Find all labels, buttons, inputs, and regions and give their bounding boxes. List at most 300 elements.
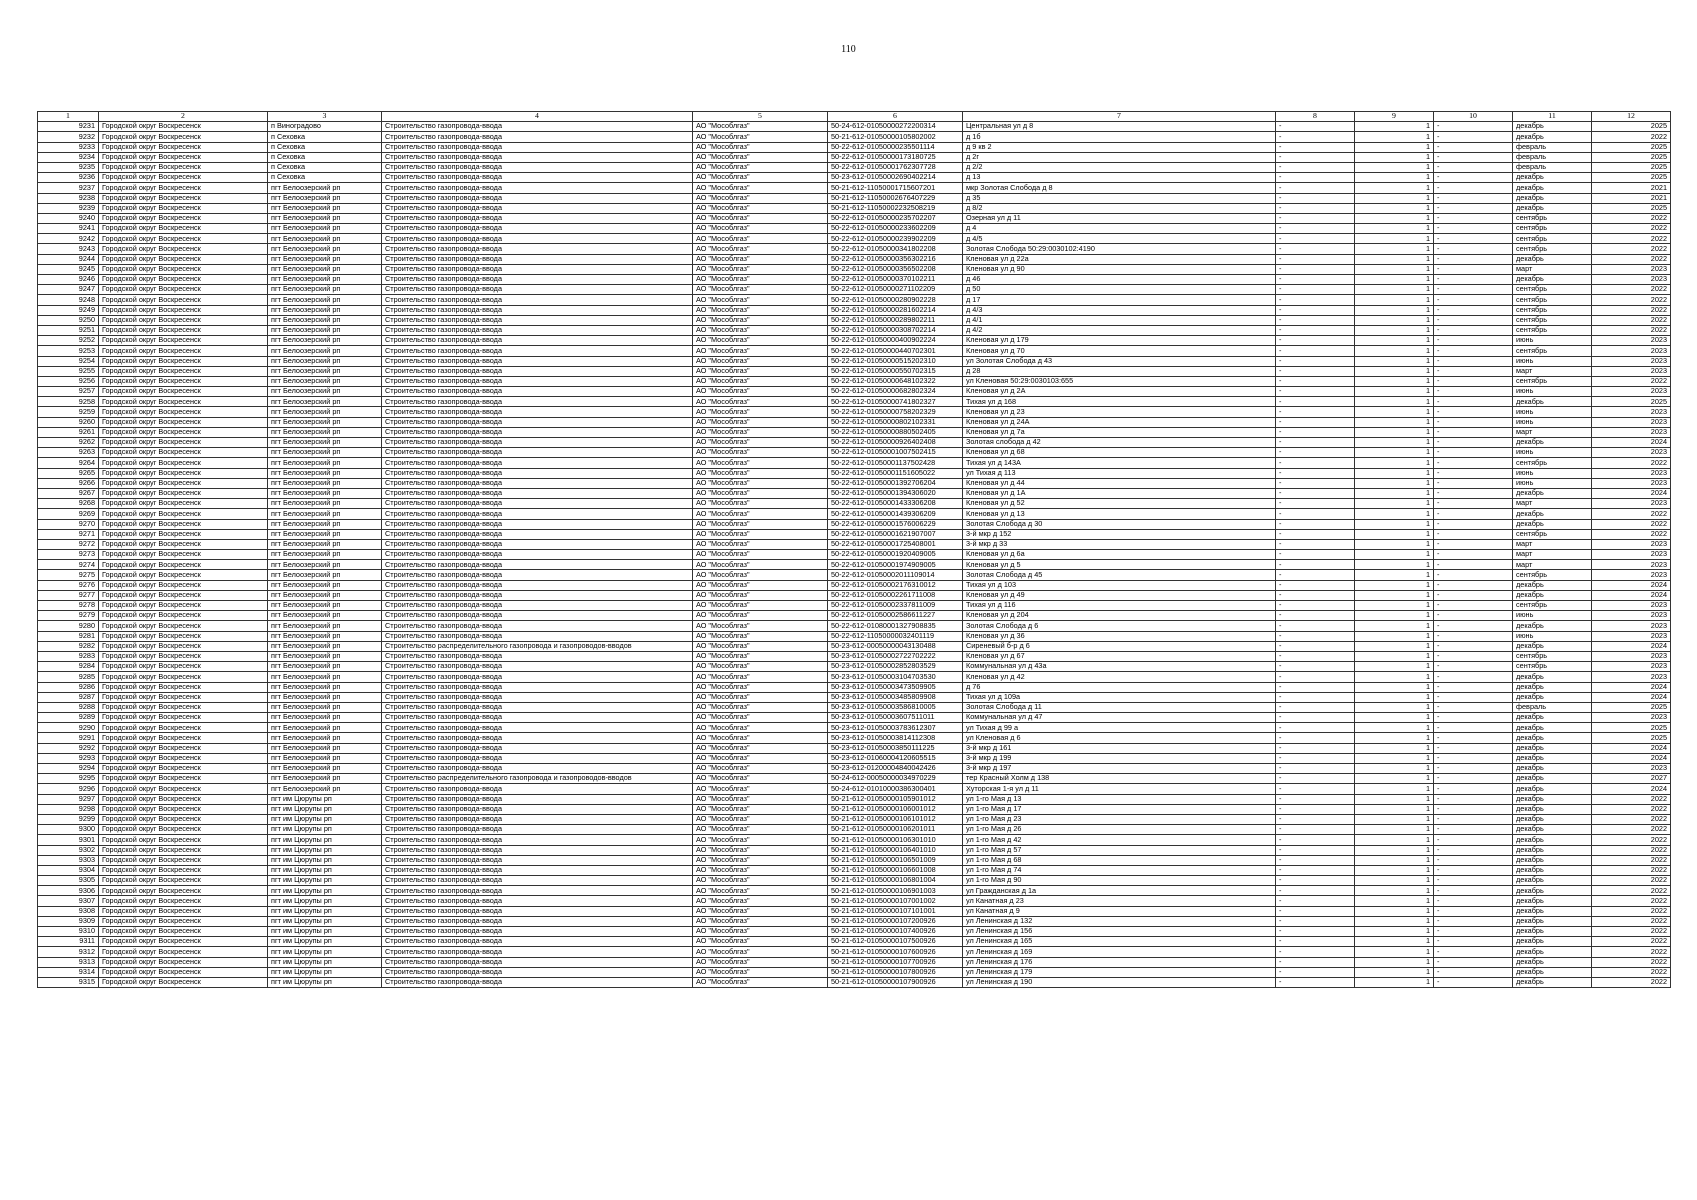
cell-work-type: Строительство газопровода-ввода [382, 672, 693, 682]
cell-col-8: - [1276, 876, 1355, 886]
cell-work-type: Строительство газопровода-ввода [382, 356, 693, 366]
cell-col-10: - [1434, 590, 1513, 600]
cell-year: 2022 [1592, 305, 1671, 315]
cell-row-number: 9271 [38, 529, 99, 539]
cell-settlement: пгт Белоозерский рп [268, 468, 382, 478]
cell-municipality: Городской округ Воскресенск [99, 641, 268, 651]
cell-work-type: Строительство газопровода-ввода [382, 458, 693, 468]
cell-year: 2022 [1592, 855, 1671, 865]
cell-address: д 4/3 [963, 305, 1276, 315]
cell-row-number: 9305 [38, 876, 99, 886]
cell-settlement: пгт Белоозерский рп [268, 376, 382, 386]
cell-municipality: Городской округ Воскресенск [99, 173, 268, 183]
cell-col-9: 1 [1355, 387, 1434, 397]
cell-settlement: пгт Белоозерский рп [268, 723, 382, 733]
cell-work-type: Строительство газопровода-ввода [382, 152, 693, 162]
gas-works-register-table [37, 111, 1671, 988]
cell-address: Кленовая ул д 6а [963, 550, 1276, 560]
cell-col-9: 1 [1355, 855, 1434, 865]
cell-application-number: 50-21-612-01050000105901012 [828, 794, 963, 804]
cell-col-10: - [1434, 488, 1513, 498]
cell-application-number: 50-23-612-01200004840042426 [828, 764, 963, 774]
table-row [38, 590, 1671, 600]
cell-address: Золотая Слобода д 6 [963, 621, 1276, 631]
cell-application-number: 50-22-612-01050000239902209 [828, 234, 963, 244]
cell-application-number: 50-22-612-01050000682802324 [828, 387, 963, 397]
cell-application-number: 50-22-612-01050000648102322 [828, 376, 963, 386]
cell-year: 2023 [1592, 448, 1671, 458]
cell-col-9: 1 [1355, 509, 1434, 519]
cell-col-10: - [1434, 967, 1513, 977]
cell-address: Кленовая ул д 5 [963, 560, 1276, 570]
cell-application-number: 50-22-612-01050000308702214 [828, 325, 963, 335]
cell-row-number: 9231 [38, 122, 99, 132]
cell-municipality: Городской округ Воскресенск [99, 325, 268, 335]
column-header: 3 [268, 112, 382, 122]
cell-month: декабрь [1513, 906, 1592, 916]
cell-col-9: 1 [1355, 499, 1434, 509]
cell-work-type: Строительство газопровода-ввода [382, 183, 693, 193]
cell-address: д 2г [963, 152, 1276, 162]
cell-municipality: Городской округ Воскресенск [99, 397, 268, 407]
cell-work-type: Строительство газопровода-ввода [382, 529, 693, 539]
cell-organization: АО "Мособлгаз" [693, 641, 828, 651]
cell-col-8: - [1276, 234, 1355, 244]
cell-organization: АО "Мособлгаз" [693, 183, 828, 193]
cell-application-number: 50-22-612-01050000356302216 [828, 254, 963, 264]
cell-application-number: 50-21-612-01050000105802002 [828, 132, 963, 142]
cell-settlement: пгт Белоозерский рп [268, 295, 382, 305]
cell-address: д 28 [963, 366, 1276, 376]
cell-application-number: 50-22-612-01050001974909005 [828, 560, 963, 570]
cell-col-10: - [1434, 957, 1513, 967]
cell-settlement: пгт Белоозерский рп [268, 550, 382, 560]
cell-col-8: - [1276, 529, 1355, 539]
cell-col-9: 1 [1355, 193, 1434, 203]
cell-work-type: Строительство распределительного газопровода и газопроводов-вводов [382, 774, 693, 784]
cell-address: Кленовая ул д 179 [963, 336, 1276, 346]
cell-month: декабрь [1513, 876, 1592, 886]
table-row [38, 325, 1671, 335]
cell-col-10: - [1434, 876, 1513, 886]
cell-work-type: Строительство газопровода-ввода [382, 173, 693, 183]
cell-col-10: - [1434, 814, 1513, 824]
cell-row-number: 9310 [38, 927, 99, 937]
cell-col-9: 1 [1355, 651, 1434, 661]
table-row [38, 927, 1671, 937]
cell-application-number: 50-22-612-01050000235501114 [828, 142, 963, 152]
cell-municipality: Городской округ Воскресенск [99, 876, 268, 886]
cell-address: Коммунальная ул д 47 [963, 713, 1276, 723]
cell-row-number: 9241 [38, 224, 99, 234]
cell-row-number: 9283 [38, 651, 99, 661]
cell-row-number: 9254 [38, 356, 99, 366]
table-row [38, 315, 1671, 325]
cell-col-8: - [1276, 152, 1355, 162]
cell-settlement: пгт Белоозерский рп [268, 346, 382, 356]
cell-organization: АО "Мособлгаз" [693, 896, 828, 906]
cell-month: март [1513, 560, 1592, 570]
cell-row-number: 9288 [38, 702, 99, 712]
cell-col-10: - [1434, 560, 1513, 570]
cell-row-number: 9242 [38, 234, 99, 244]
cell-work-type: Строительство газопровода-ввода [382, 539, 693, 549]
cell-work-type: Строительство газопровода-ввода [382, 977, 693, 987]
cell-row-number: 9274 [38, 560, 99, 570]
cell-address: ул Тихая д 113 [963, 468, 1276, 478]
cell-month: сентябрь [1513, 325, 1592, 335]
cell-address: Кленовая ул д 42 [963, 672, 1276, 682]
cell-settlement: пгт Белоозерский рп [268, 519, 382, 529]
cell-application-number: 50-22-612-01050001007502415 [828, 448, 963, 458]
cell-municipality: Городской округ Воскресенск [99, 590, 268, 600]
cell-year: 2022 [1592, 835, 1671, 845]
cell-month: сентябрь [1513, 346, 1592, 356]
cell-month: декабрь [1513, 590, 1592, 600]
cell-col-9: 1 [1355, 662, 1434, 672]
cell-year: 2023 [1592, 560, 1671, 570]
cell-col-9: 1 [1355, 713, 1434, 723]
cell-col-8: - [1276, 784, 1355, 794]
cell-work-type: Строительство газопровода-ввода [382, 417, 693, 427]
cell-col-8: - [1276, 733, 1355, 743]
cell-col-9: 1 [1355, 794, 1434, 804]
cell-organization: АО "Мособлгаз" [693, 967, 828, 977]
cell-organization: АО "Мособлгаз" [693, 876, 828, 886]
cell-address: 3-й мкр д 33 [963, 539, 1276, 549]
cell-application-number: 50-22-612-01050000289802211 [828, 315, 963, 325]
cell-year: 2025 [1592, 173, 1671, 183]
cell-year: 2023 [1592, 264, 1671, 274]
cell-address: 3-й мкр д 197 [963, 764, 1276, 774]
cell-col-9: 1 [1355, 590, 1434, 600]
cell-col-8: - [1276, 336, 1355, 346]
cell-municipality: Городской округ Воскресенск [99, 356, 268, 366]
cell-col-8: - [1276, 580, 1355, 590]
cell-work-type: Строительство газопровода-ввода [382, 162, 693, 172]
cell-settlement: пгт Белоозерский рп [268, 570, 382, 580]
cell-row-number: 9294 [38, 764, 99, 774]
cell-settlement: пгт Белоозерский рп [268, 753, 382, 763]
cell-col-10: - [1434, 376, 1513, 386]
cell-organization: АО "Мособлгаз" [693, 957, 828, 967]
cell-settlement: пгт им Цюрупы рп [268, 886, 382, 896]
cell-application-number: 50-21-612-01050000107001002 [828, 896, 963, 906]
cell-application-number: 50-22-612-01050001725408001 [828, 539, 963, 549]
cell-municipality: Городской округ Воскресенск [99, 855, 268, 865]
cell-address: Кленовая ул д 90 [963, 264, 1276, 274]
cell-month: сентябрь [1513, 376, 1592, 386]
cell-application-number: 50-21-612-01050000106301010 [828, 835, 963, 845]
cell-year: 2024 [1592, 692, 1671, 702]
cell-col-10: - [1434, 570, 1513, 580]
cell-address: ул Ленинская д 132 [963, 916, 1276, 926]
cell-application-number: 50-22-612-01050000280902228 [828, 295, 963, 305]
cell-work-type: Строительство газопровода-ввода [382, 743, 693, 753]
cell-year: 2023 [1592, 713, 1671, 723]
cell-settlement: пгт Белоозерский рп [268, 264, 382, 274]
cell-col-10: - [1434, 295, 1513, 305]
cell-work-type: Строительство газопровода-ввода [382, 427, 693, 437]
cell-organization: АО "Мособлгаз" [693, 244, 828, 254]
cell-application-number: 50-22-612-01050000341802208 [828, 244, 963, 254]
cell-address: мкр Золотая Слобода д 8 [963, 183, 1276, 193]
cell-application-number: 50-22-612-01050000926402408 [828, 438, 963, 448]
cell-address: д 13 [963, 173, 1276, 183]
cell-col-10: - [1434, 264, 1513, 274]
cell-application-number: 50-22-612-01080001327908835 [828, 621, 963, 631]
cell-year: 2023 [1592, 387, 1671, 397]
cell-month: декабрь [1513, 764, 1592, 774]
cell-col-9: 1 [1355, 376, 1434, 386]
cell-work-type: Строительство газопровода-ввода [382, 570, 693, 580]
cell-col-9: 1 [1355, 529, 1434, 539]
cell-col-8: - [1276, 621, 1355, 631]
cell-application-number: 50-23-612-01050003473509905 [828, 682, 963, 692]
cell-work-type: Строительство газопровода-ввода [382, 285, 693, 295]
cell-month: декабрь [1513, 723, 1592, 733]
cell-application-number: 50-23-612-01050003586810005 [828, 702, 963, 712]
cell-row-number: 9302 [38, 845, 99, 855]
table-row [38, 275, 1671, 285]
table-row [38, 896, 1671, 906]
cell-row-number: 9256 [38, 376, 99, 386]
cell-organization: АО "Мособлгаз" [693, 346, 828, 356]
cell-col-10: - [1434, 702, 1513, 712]
cell-col-10: - [1434, 427, 1513, 437]
cell-organization: АО "Мособлгаз" [693, 427, 828, 437]
cell-organization: АО "Мособлгаз" [693, 753, 828, 763]
cell-col-8: - [1276, 448, 1355, 458]
cell-application-number: 50-22-612-01050001433306208 [828, 499, 963, 509]
cell-month: февраль [1513, 162, 1592, 172]
cell-application-number: 50-22-612-01050001576006229 [828, 519, 963, 529]
cell-month: декабрь [1513, 927, 1592, 937]
cell-address: д 4/2 [963, 325, 1276, 335]
cell-application-number: 50-21-612-11050002676407229 [828, 193, 963, 203]
cell-col-10: - [1434, 325, 1513, 335]
cell-month: сентябрь [1513, 213, 1592, 223]
cell-row-number: 9247 [38, 285, 99, 295]
cell-address: Кленовая ул д 13 [963, 509, 1276, 519]
cell-municipality: Городской округ Воскресенск [99, 692, 268, 702]
cell-col-9: 1 [1355, 336, 1434, 346]
cell-application-number: 50-21-612-01050000107500926 [828, 937, 963, 947]
cell-settlement: пгт им Цюрупы рп [268, 916, 382, 926]
cell-organization: АО "Мособлгаз" [693, 488, 828, 498]
cell-work-type: Строительство газопровода-ввода [382, 896, 693, 906]
cell-application-number: 50-22-612-01050001920409005 [828, 550, 963, 560]
cell-address: ул Ленинская д 190 [963, 977, 1276, 987]
cell-row-number: 9266 [38, 478, 99, 488]
cell-work-type: Строительство газопровода-ввода [382, 193, 693, 203]
cell-col-9: 1 [1355, 132, 1434, 142]
cell-municipality: Городской округ Воскресенск [99, 478, 268, 488]
cell-month: декабрь [1513, 845, 1592, 855]
cell-col-9: 1 [1355, 641, 1434, 651]
cell-row-number: 9301 [38, 835, 99, 845]
cell-year: 2022 [1592, 244, 1671, 254]
cell-year: 2024 [1592, 784, 1671, 794]
cell-organization: АО "Мособлгаз" [693, 774, 828, 784]
cell-col-8: - [1276, 825, 1355, 835]
cell-address: Центральная ул д 8 [963, 122, 1276, 132]
cell-application-number: 50-21-612-01050000106001012 [828, 804, 963, 814]
cell-municipality: Городской округ Воскресенск [99, 213, 268, 223]
cell-col-10: - [1434, 356, 1513, 366]
cell-col-10: - [1434, 682, 1513, 692]
cell-row-number: 9260 [38, 417, 99, 427]
cell-col-8: - [1276, 264, 1355, 274]
cell-col-10: - [1434, 519, 1513, 529]
table-row [38, 804, 1671, 814]
cell-row-number: 9287 [38, 692, 99, 702]
cell-municipality: Городской округ Воскресенск [99, 529, 268, 539]
cell-month: декабрь [1513, 641, 1592, 651]
cell-year: 2021 [1592, 183, 1671, 193]
cell-col-10: - [1434, 641, 1513, 651]
cell-row-number: 9237 [38, 183, 99, 193]
cell-address: ул Кленовая 50:29:0030103:655 [963, 376, 1276, 386]
cell-row-number: 9279 [38, 611, 99, 621]
cell-col-8: - [1276, 244, 1355, 254]
cell-application-number: 50-22-612-01050000356502208 [828, 264, 963, 274]
cell-settlement: пгт им Цюрупы рп [268, 845, 382, 855]
cell-month: декабрь [1513, 713, 1592, 723]
cell-organization: АО "Мособлгаз" [693, 621, 828, 631]
cell-col-10: - [1434, 213, 1513, 223]
table-row [38, 662, 1671, 672]
cell-month: декабрь [1513, 886, 1592, 896]
cell-col-8: - [1276, 672, 1355, 682]
cell-month: декабрь [1513, 488, 1592, 498]
cell-work-type: Строительство газопровода-ввода [382, 947, 693, 957]
cell-work-type: Строительство газопровода-ввода [382, 937, 693, 947]
cell-col-8: - [1276, 203, 1355, 213]
cell-year: 2023 [1592, 499, 1671, 509]
cell-address: ул 1-го Мая д 42 [963, 835, 1276, 845]
cell-application-number: 50-22-612-01050002337811009 [828, 601, 963, 611]
cell-year: 2023 [1592, 662, 1671, 672]
cell-settlement: пгт Белоозерский рп [268, 621, 382, 631]
cell-month: декабрь [1513, 804, 1592, 814]
cell-municipality: Городской округ Воскресенск [99, 764, 268, 774]
cell-address: Кленовая ул д 204 [963, 611, 1276, 621]
cell-year: 2022 [1592, 977, 1671, 987]
cell-organization: АО "Мособлгаз" [693, 937, 828, 947]
cell-organization: АО "Мособлгаз" [693, 478, 828, 488]
table-row [38, 957, 1671, 967]
cell-work-type: Строительство газопровода-ввода [382, 275, 693, 285]
cell-municipality: Городской округ Воскресенск [99, 825, 268, 835]
cell-row-number: 9311 [38, 937, 99, 947]
cell-col-10: - [1434, 794, 1513, 804]
cell-month: декабрь [1513, 784, 1592, 794]
cell-settlement: пгт Белоозерский рп [268, 662, 382, 672]
cell-municipality: Городской округ Воскресенск [99, 886, 268, 896]
cell-col-10: - [1434, 733, 1513, 743]
cell-col-9: 1 [1355, 845, 1434, 855]
cell-year: 2023 [1592, 478, 1671, 488]
cell-col-10: - [1434, 692, 1513, 702]
cell-col-8: - [1276, 713, 1355, 723]
cell-application-number: 50-22-612-01050000271102209 [828, 285, 963, 295]
cell-year: 2025 [1592, 122, 1671, 132]
cell-col-8: - [1276, 183, 1355, 193]
cell-address: тер Красный Холм д 138 [963, 774, 1276, 784]
cell-year: 2025 [1592, 152, 1671, 162]
cell-municipality: Городской округ Воскресенск [99, 162, 268, 172]
cell-col-9: 1 [1355, 519, 1434, 529]
cell-col-10: - [1434, 753, 1513, 763]
cell-year: 2023 [1592, 611, 1671, 621]
cell-month: сентябрь [1513, 651, 1592, 661]
cell-month: декабрь [1513, 855, 1592, 865]
cell-application-number: 50-24-612-01050000272200314 [828, 122, 963, 132]
cell-col-8: - [1276, 692, 1355, 702]
cell-col-10: - [1434, 397, 1513, 407]
cell-application-number: 50-21-612-01050000107900926 [828, 977, 963, 987]
cell-municipality: Городской округ Воскресенск [99, 580, 268, 590]
cell-col-9: 1 [1355, 967, 1434, 977]
cell-col-8: - [1276, 397, 1355, 407]
cell-address: ул Канатная д 9 [963, 906, 1276, 916]
table-row [38, 886, 1671, 896]
cell-settlement: пгт Белоозерский рп [268, 774, 382, 784]
cell-organization: АО "Мособлгаз" [693, 519, 828, 529]
cell-month: сентябрь [1513, 244, 1592, 254]
cell-application-number: 50-22-612-01050000235702207 [828, 213, 963, 223]
cell-col-8: - [1276, 407, 1355, 417]
cell-work-type: Строительство газопровода-ввода [382, 621, 693, 631]
table-body [38, 122, 1671, 988]
cell-application-number: 50-24-612-01010000386300401 [828, 784, 963, 794]
cell-col-9: 1 [1355, 417, 1434, 427]
cell-col-8: - [1276, 937, 1355, 947]
cell-col-8: - [1276, 723, 1355, 733]
cell-row-number: 9232 [38, 132, 99, 142]
cell-organization: АО "Мособлгаз" [693, 529, 828, 539]
cell-settlement: п Сеховка [268, 173, 382, 183]
cell-application-number: 50-21-612-01050000106401010 [828, 845, 963, 855]
table-row [38, 723, 1671, 733]
cell-work-type: Строительство газопровода-ввода [382, 315, 693, 325]
cell-col-9: 1 [1355, 244, 1434, 254]
column-header: 9 [1355, 112, 1434, 122]
cell-organization: АО "Мособлгаз" [693, 601, 828, 611]
cell-col-10: - [1434, 336, 1513, 346]
cell-col-8: - [1276, 896, 1355, 906]
cell-row-number: 9259 [38, 407, 99, 417]
cell-application-number: 50-22-612-01050001621907007 [828, 529, 963, 539]
cell-municipality: Городской округ Воскресенск [99, 550, 268, 560]
cell-organization: АО "Мособлгаз" [693, 448, 828, 458]
cell-row-number: 9252 [38, 336, 99, 346]
cell-col-10: - [1434, 244, 1513, 254]
cell-settlement: пгт Белоозерский рп [268, 713, 382, 723]
cell-work-type: Строительство газопровода-ввода [382, 855, 693, 865]
cell-organization: АО "Мособлгаз" [693, 733, 828, 743]
cell-settlement: пгт Белоозерский рп [268, 448, 382, 458]
cell-settlement: пгт Белоозерский рп [268, 590, 382, 600]
cell-col-10: - [1434, 417, 1513, 427]
table-row [38, 855, 1671, 865]
cell-settlement: пгт Белоозерский рп [268, 611, 382, 621]
cell-col-8: - [1276, 295, 1355, 305]
cell-month: март [1513, 366, 1592, 376]
cell-col-8: - [1276, 916, 1355, 926]
cell-month: сентябрь [1513, 570, 1592, 580]
